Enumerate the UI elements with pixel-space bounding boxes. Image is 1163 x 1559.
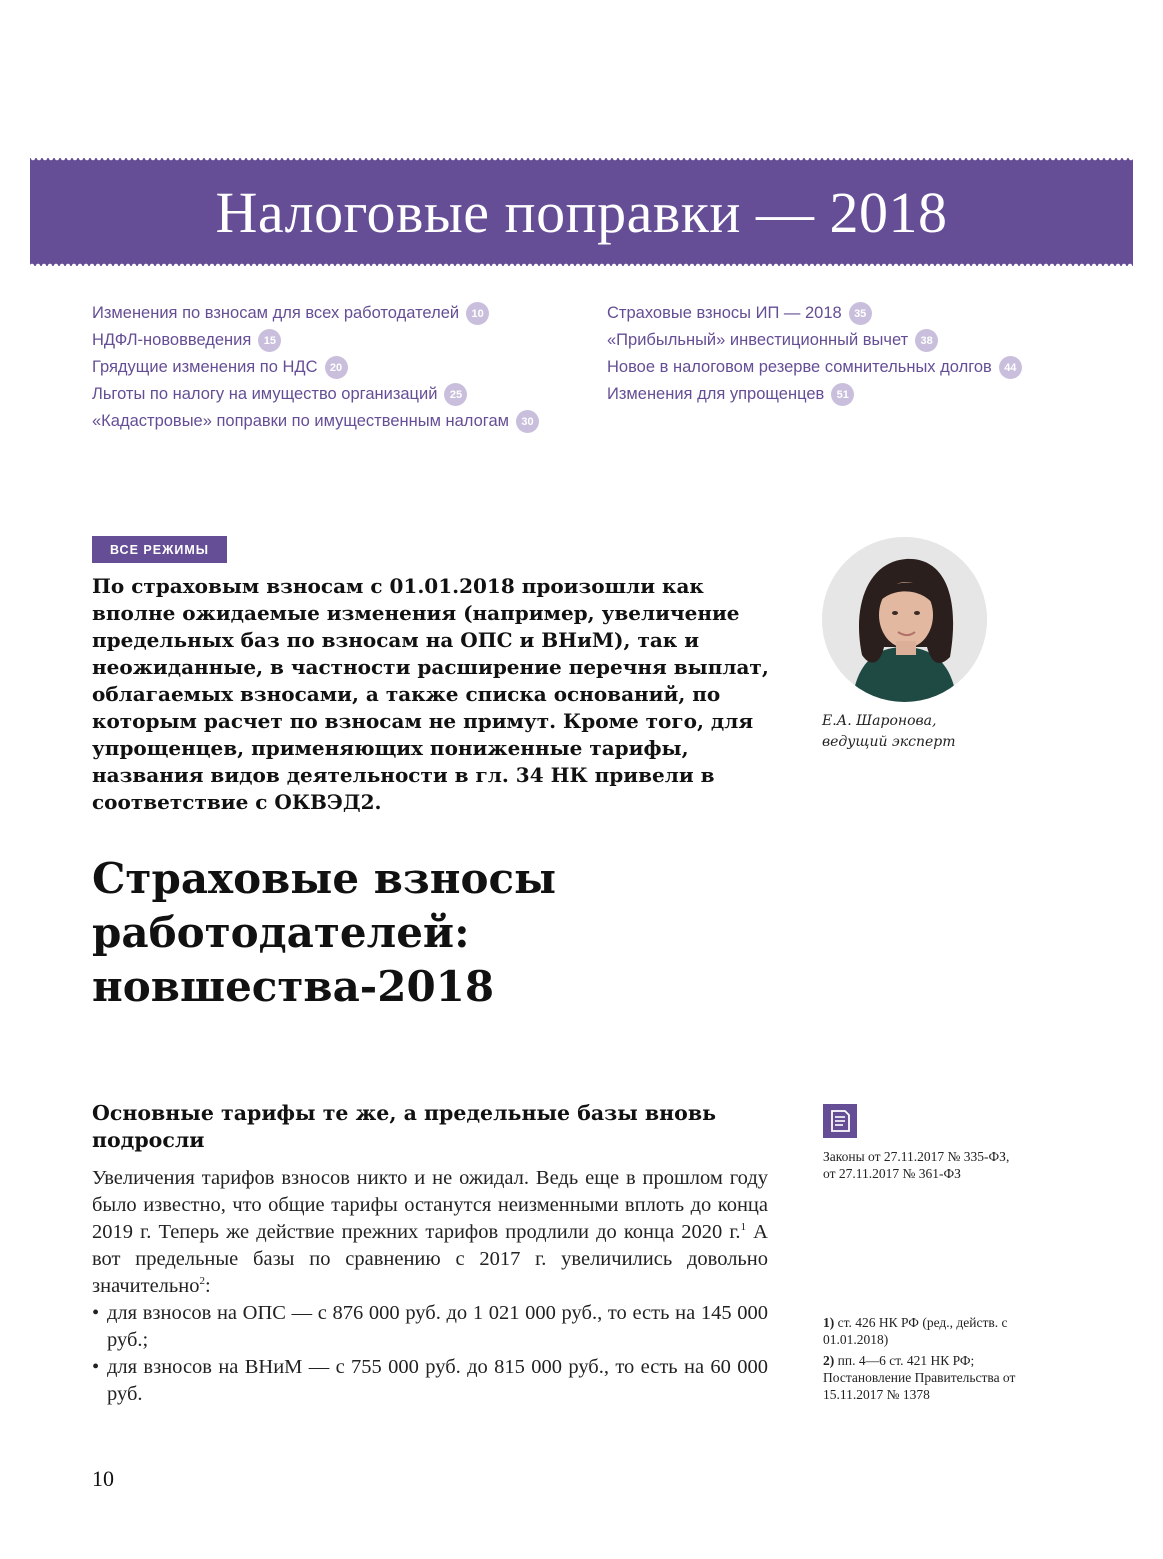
page-number: 10 (92, 1466, 114, 1491)
body-paragraph (92, 1165, 768, 1300)
toc-item-label: «Прибыльный» инвестиционный вычет (607, 331, 909, 349)
footnote-ref[interactable]: 1 (740, 1221, 747, 1234)
toc-item[interactable] (92, 354, 539, 381)
toc-item-label: «Кадастровые» поправки по имущественным налогам (92, 412, 509, 430)
category-tag: ВСЕ РЕЖИМЫ (92, 536, 227, 563)
toc-item[interactable] (92, 408, 539, 435)
toc-item-label: Изменения для упрощенцев (607, 385, 825, 403)
footnote-number: 1) (823, 1315, 835, 1330)
toc-page-badge: 20 (325, 356, 348, 379)
list-item: • для взносов на ОПС — с 876 000 руб. до 1 021 000 руб., то есть на 145 000 руб.; (92, 1300, 768, 1354)
toc-page-badge: 30 (516, 410, 539, 433)
toc-item[interactable] (607, 300, 1022, 327)
section-heading: Основные тарифы те же, а предельные базы вновь подросли (92, 1101, 717, 1152)
author-portrait-image (822, 537, 987, 702)
toc-page-badge: 51 (831, 383, 854, 406)
author-name: Е.А. Шаронова, (822, 713, 937, 729)
toc-page-badge: 35 (849, 302, 872, 325)
toc-right-column (607, 300, 1022, 408)
author-role: ведущий эксперт (822, 734, 956, 750)
author-photo (822, 537, 987, 702)
footnotes (823, 1314, 1053, 1407)
toc-page-badge: 10 (466, 302, 489, 325)
toc-item[interactable] (607, 381, 1022, 408)
paragraph-text: Увеличения тарифов взносов никто и не ожидал. Ведь еще в прошлом году было известно, что общие тарифы останутся неизменными вплоть до конца 2019 г. Теперь же действие прежних тарифов продлили до конца 2020 г. (92, 1167, 768, 1243)
paragraph-text: : (205, 1275, 211, 1297)
toc-item-label: Новое в налоговом резерве сомнительных долгов (607, 358, 992, 376)
toc-page-badge: 38 (915, 329, 938, 352)
toc-item[interactable] (92, 381, 539, 408)
toc-left-column (92, 300, 539, 435)
footnote-text: ст. 426 НК РФ (ред., действ. с 01.01.2018) (823, 1315, 1008, 1347)
author-caption (822, 711, 956, 753)
toc-item-label: Страховые взносы ИП — 2018 (607, 304, 842, 322)
footnote-ref[interactable]: 2 (199, 1275, 205, 1288)
lead-paragraph: По страховым взносам с 01.01.2018 произошли как вполне ожидаемые изменения (например, увеличение предельных баз по взносам на ОПС и ВНиМ), так и неожиданные, в частности расширение перечня выплат, облагаемых взносами, а также списка оснований, по которым расчет по взносам не примут. Кроме того, для упрощенцев, применяющих пониженные тарифы, названия видов деятельности в гл. 34 НК привели в соответствие с ОКВЭД2. (92, 574, 769, 814)
toc-item-label: НДФЛ-нововведения (92, 331, 252, 349)
toc-item-label: Льготы по налогу на имущество организаций (92, 385, 438, 403)
bullet-list (92, 1300, 768, 1408)
law-reference-line: от 27.11.2017 № 361-ФЗ (823, 1166, 961, 1181)
article-body (92, 1165, 768, 1408)
paragraph-text: А вот предельные базы по сравнению с 2017 г. увеличились довольно значительно (92, 1221, 768, 1297)
toc-page-badge: 25 (444, 383, 467, 406)
article-title: Страховые взносы работодателей: новшества-2018 (92, 854, 557, 1011)
toc-item[interactable] (607, 327, 1022, 354)
document-icon (823, 1104, 857, 1138)
section-banner (30, 158, 1133, 266)
toc-item[interactable] (92, 327, 539, 354)
toc-item-label: Изменения по взносам для всех работодателей (92, 304, 460, 322)
toc-page-badge: 44 (999, 356, 1022, 379)
toc-item-label: Грядущие изменения по НДС (92, 358, 318, 376)
toc-page-badge: 15 (258, 329, 281, 352)
law-reference-line: Законы от 27.11.2017 № 335-ФЗ, (823, 1149, 1010, 1164)
footnote (823, 1352, 1053, 1403)
list-item: • для взносов на ВНиМ — с 755 000 руб. до 815 000 руб., то есть на 60 000 руб. (92, 1354, 768, 1408)
footnote (823, 1314, 1053, 1348)
law-reference (823, 1148, 1063, 1182)
footnote-text: пп. 4—6 ст. 421 НК РФ; Постановление Правительства от 15.11.2017 № 1378 (823, 1353, 1016, 1402)
footnote-number: 2) (823, 1353, 835, 1368)
banner-title: Налоговые поправки — 2018 (215, 179, 948, 245)
toc-item[interactable] (607, 354, 1022, 381)
toc-item[interactable] (92, 300, 539, 327)
